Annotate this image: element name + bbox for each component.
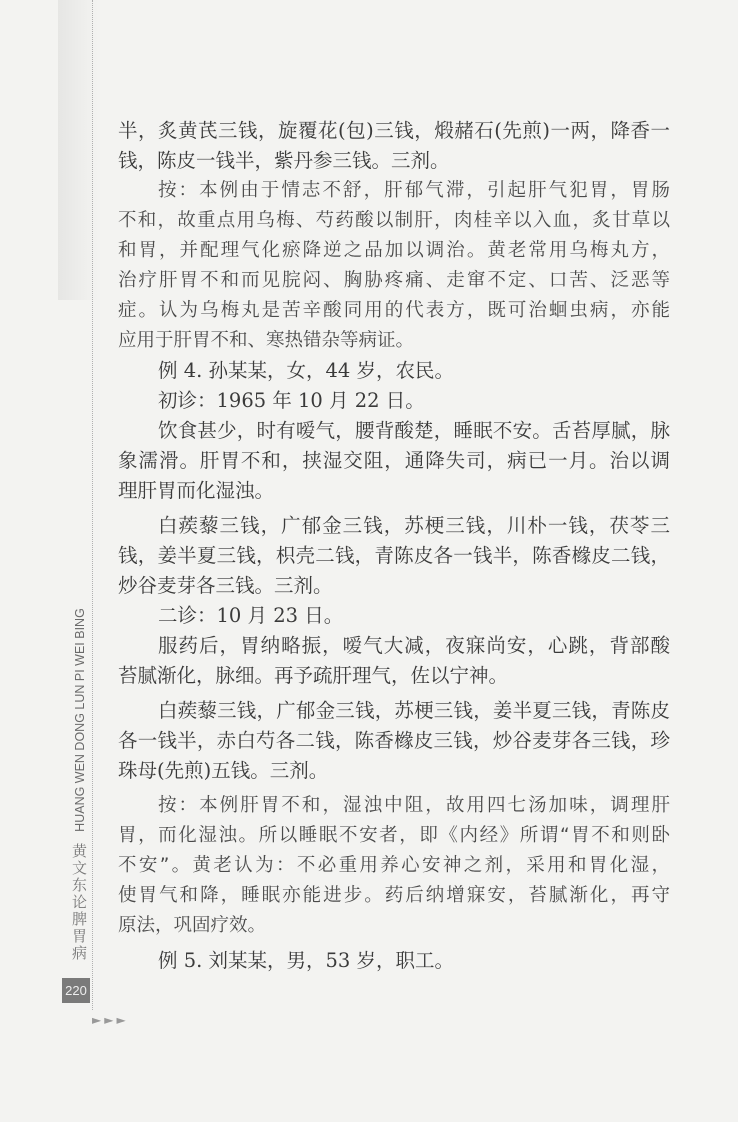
commentary-line: 按：本例由于情志不舒，肝郁气滞，引起肝气犯胃，胃肠 <box>158 180 670 201</box>
prescription-line: 白蒺藜三钱，广郁金三钱，苏梗三钱，姜半夏三钱，青陈皮 <box>158 699 670 722</box>
text-line: 服药后，胃纳略振，嗳气大减，夜寐尚安，心跳，背部酸 <box>158 634 670 657</box>
page-number: 220 <box>62 978 90 1003</box>
body-text <box>118 116 670 976</box>
commentary-line: 胃，而化湿浊。所以睡眠不安者，即《内经》所谓“胃不和则卧 <box>118 825 670 846</box>
text-line: 钱，陈皮一钱半，紫丹参三钱。三剂。 <box>118 149 450 172</box>
text-line: 饮食甚少，时有嗳气，腰背酸楚，睡眠不安。舌苔厚腻，脉 <box>158 419 670 442</box>
text-line: 苔腻渐化，脉细。再予疏肝理气，佐以宁神。 <box>118 664 509 687</box>
arrow-icon: ►►► <box>92 1013 129 1027</box>
commentary-line: 原法，巩固疗效。 <box>118 915 267 936</box>
commentary-line: 按：本例肝胃不和，湿浊中阻，故用四七汤加味，调理肝 <box>158 795 670 816</box>
commentary-line: 不和，故重点用乌梅、芍药酸以制肝，肉桂辛以入血，炙甘草以 <box>118 210 670 231</box>
commentary-line: 治疗肝胃不和而见脘闷、胸胁疼痛、走窜不定、口苦、泛恶等 <box>118 270 670 291</box>
prescription-line: 珠母(先煎)五钱。三剂。 <box>118 759 329 782</box>
prescription-line: 各一钱半，赤白芍各二钱，陈香橼皮三钱，炒谷麦芽各三钱，珍 <box>118 729 670 752</box>
visit-date: 初诊：1965 年 10 月 22 日。 <box>158 389 425 412</box>
case-heading: 例 5. 刘某某，男，53 岁，职工。 <box>158 949 455 972</box>
text-line: 象濡滑。肝胃不和，挟湿交阻，通降失司，病已一月。治以调 <box>118 449 670 472</box>
commentary-line: 使胃气和降，睡眠亦能进步。药后纳增寐安，苔腻渐化，再守 <box>118 885 670 906</box>
prescription-line: 炒谷麦芽各三钱。三剂。 <box>118 574 333 597</box>
commentary-line: 症。认为乌梅丸是苦辛酸同用的代表方，既可治蛔虫病，亦能 <box>118 300 670 321</box>
text-line: 半，炙黄芪三钱，旋覆花(包)三钱，煅赭石(先煎)一两，降香一 <box>118 119 670 142</box>
running-title-chinese: 黄文东论脾胃病 <box>70 843 88 962</box>
visit-date: 二诊：10 月 23 日。 <box>158 604 344 627</box>
prescription-line: 白蒺藜三钱，广郁金三钱，苏梗三钱，川朴一钱，茯苓三 <box>158 514 670 537</box>
case-heading: 例 4. 孙某某，女，44 岁，农民。 <box>158 359 455 382</box>
commentary-line: 和胃，并配理气化瘀降逆之品加以调治。黄老常用乌梅丸方， <box>118 240 670 261</box>
prescription-line: 钱，姜半夏三钱，枳壳二钱，青陈皮各一钱半，陈香橼皮二钱， <box>118 544 670 567</box>
margin-dotted-rule <box>92 0 93 1010</box>
commentary-line: 应用于肝胃不和、寒热错杂等病证。 <box>118 330 415 351</box>
running-title-pinyin: HUANG WEN DONG LUN PI WEI BING <box>73 608 87 832</box>
text-line: 理肝胃而化湿浊。 <box>118 479 275 502</box>
commentary-line: 不安”。黄老认为：不必重用养心安神之剂，采用和胃化湿， <box>118 855 670 876</box>
